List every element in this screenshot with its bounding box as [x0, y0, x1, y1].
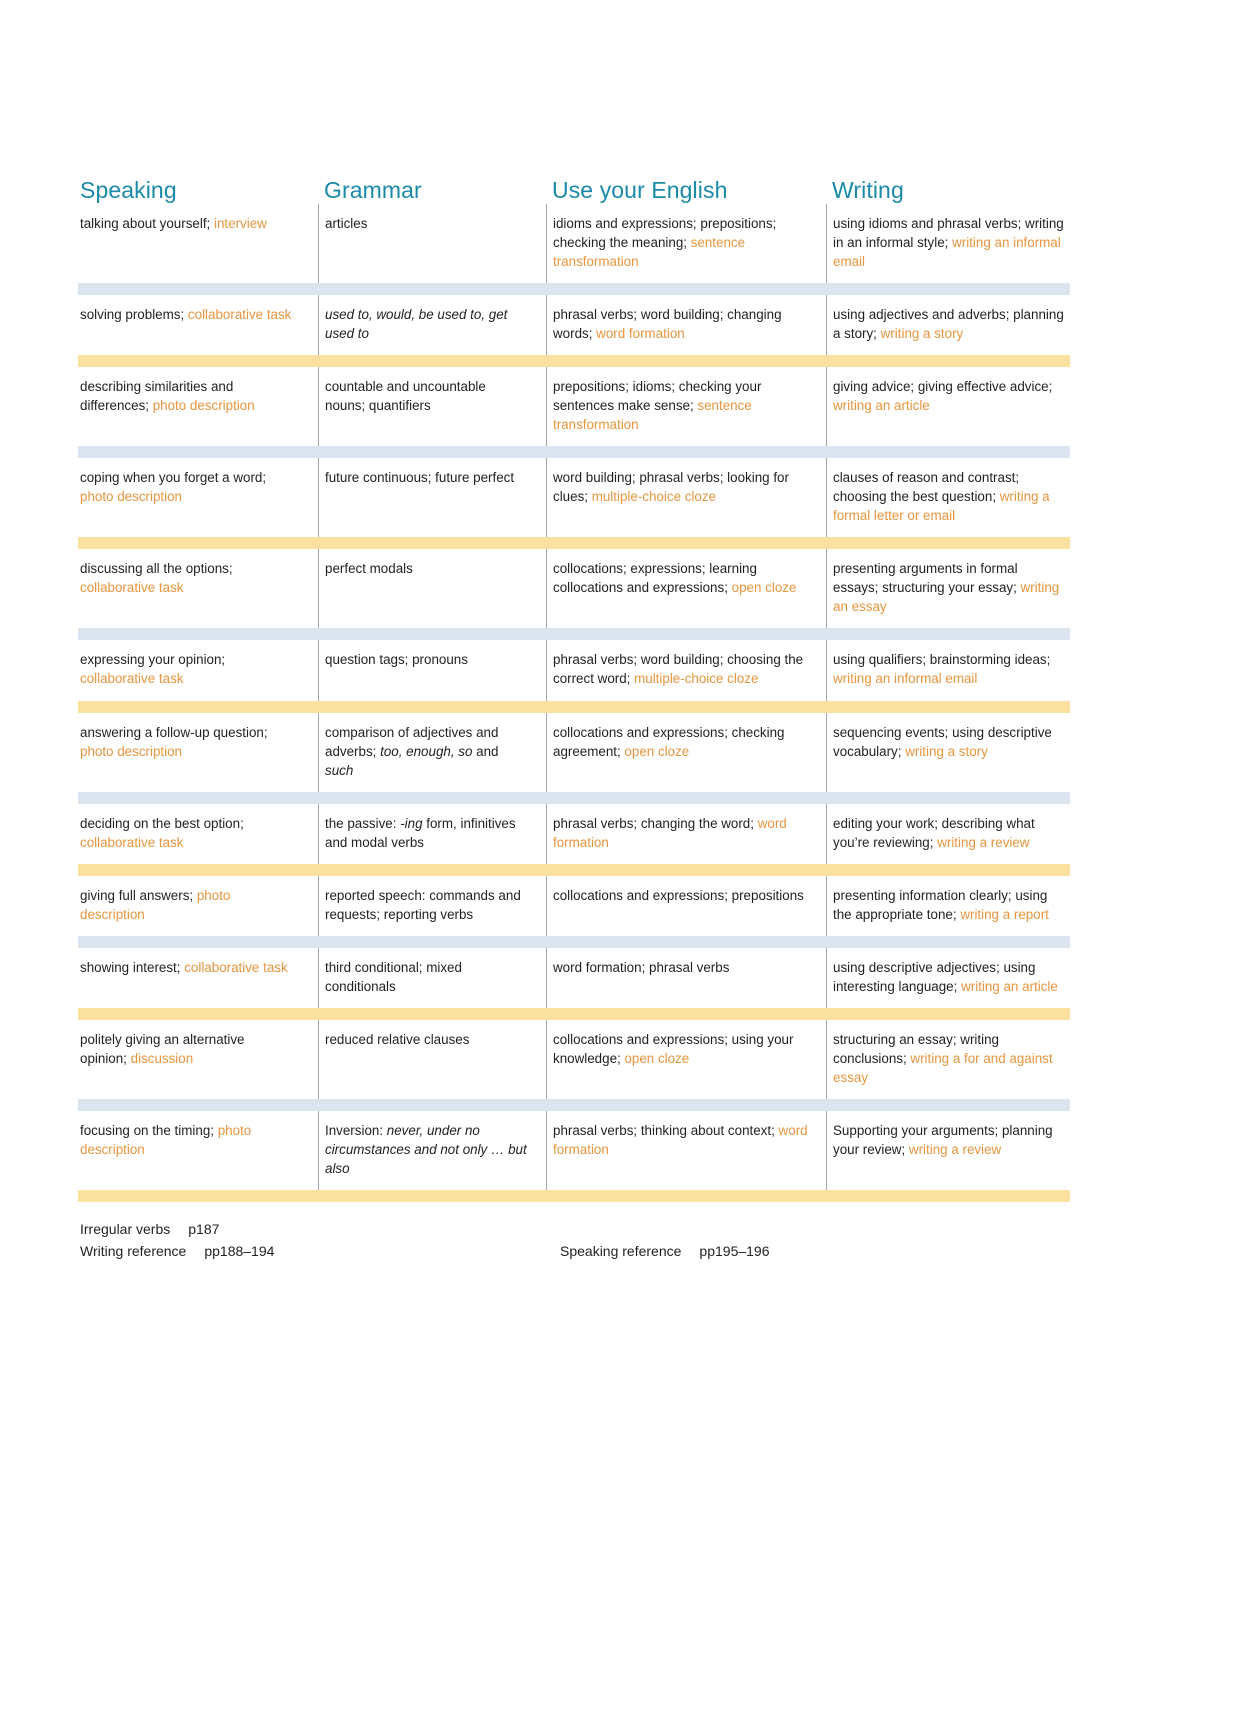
table-row	[78, 1020, 1070, 1099]
row-band-yellow	[78, 355, 1070, 367]
cell-writing: presenting arguments in formal essays; structuring your essay; writing an essay	[826, 549, 1070, 628]
cell-grammar: Inversion: never, under no circumstances and not only … but also	[318, 1111, 546, 1190]
cell-writing: presenting information clearly; using the appropriate tone; writing a report	[826, 876, 1070, 936]
table-row	[78, 458, 1070, 537]
cell-writing: giving advice; giving effective advice; writing an article	[826, 367, 1070, 446]
cell-grammar: articles	[318, 204, 546, 283]
footer-page: p187	[188, 1220, 220, 1237]
cell-grammar: used to, would, be used to, get used to	[318, 295, 546, 355]
cell-writing: sequencing events; using descriptive vocabulary; writing a story	[826, 713, 1070, 792]
cell-grammar: perfect modals	[318, 549, 546, 628]
table-row	[78, 367, 1070, 446]
cell-speaking: showing interest; collaborative task	[80, 959, 288, 975]
cell-speaking: solving problems; collaborative task	[80, 307, 292, 323]
cell-grammar: question tags; pronouns	[318, 640, 546, 700]
cell-writing: Supporting your arguments; planning your review; writing a review	[826, 1111, 1070, 1190]
cell-grammar: comparison of adjectives and adverbs; too, enough, so and such	[318, 713, 546, 792]
cell-speaking: giving full answers; photo description	[80, 887, 231, 922]
cell-writing: using idioms and phrasal verbs; writing in an informal style; writing an informal email	[826, 204, 1070, 283]
column-header-grammar: Grammar	[324, 177, 422, 203]
cell-use-your-english: idioms and expressions; prepositions; checking the meaning; sentence transformation	[546, 204, 826, 283]
cell-writing: using adjectives and adverbs; planning a story; writing a story	[826, 295, 1070, 355]
cell-writing: using qualifiers; brainstorming ideas; writing an informal email	[826, 640, 1070, 700]
cell-use-your-english: collocations and expressions; checking agreement; open cloze	[546, 713, 826, 792]
cell-speaking: politely giving an alternative opinion; discussion	[80, 1031, 245, 1066]
cell-use-your-english: phrasal verbs; word building; choosing the correct word; multiple-choice cloze	[546, 640, 826, 700]
footer-page: pp188–194	[204, 1243, 275, 1260]
table-row	[78, 295, 1070, 355]
footer-line-speaking-reference	[560, 1240, 770, 1262]
row-band-yellow	[78, 864, 1070, 876]
cell-use-your-english: prepositions; idioms; checking your sentences make sense; sentence transformation	[546, 367, 826, 446]
cell-grammar: reported speech: commands and requests; reporting verbs	[318, 876, 546, 936]
cell-writing: structuring an essay; writing conclusions; writing a for and against essay	[826, 1020, 1070, 1099]
cell-speaking: focusing on the timing; photo description	[80, 1122, 252, 1157]
column-header-use-your-english: Use your English	[552, 177, 728, 203]
cell-speaking: describing similarities and differences; photo description	[80, 379, 255, 414]
cell-speaking: deciding on the best option; collaborative task	[80, 815, 244, 850]
cell-use-your-english: word building; phrasal verbs; looking for clues; multiple-choice cloze	[546, 458, 826, 537]
column-header-writing: Writing	[832, 177, 904, 203]
table-row	[78, 204, 1070, 283]
cell-grammar: third conditional; mixed conditionals	[318, 948, 546, 1008]
cell-grammar: countable and uncountable nouns; quantifiers	[318, 367, 546, 446]
table-row	[78, 549, 1070, 628]
cell-speaking: discussing all the options; collaborative task	[80, 561, 233, 596]
table-row	[78, 804, 1070, 864]
cell-writing: using descriptive adjectives; using interesting language; writing an article	[826, 948, 1070, 1008]
table-row	[78, 713, 1070, 792]
table-row	[78, 640, 1070, 700]
column-header-speaking: Speaking	[80, 177, 177, 203]
page-footer	[78, 1218, 1070, 1263]
row-band-blue	[78, 1099, 1070, 1111]
footer-line-irregular-verbs	[80, 1218, 560, 1240]
syllabus-table	[78, 150, 1070, 1263]
cell-use-your-english: collocations and expressions; using your knowledge; open cloze	[546, 1020, 826, 1099]
closing-band	[78, 1190, 1070, 1202]
cell-writing: clauses of reason and contrast; choosing the best question; writing a formal letter or email	[826, 458, 1070, 537]
table-row	[78, 876, 1070, 936]
cell-writing: editing your work; describing what you’re reviewing; writing a review	[826, 804, 1070, 864]
row-band-blue	[78, 936, 1070, 948]
row-band-yellow	[78, 1008, 1070, 1020]
table-row	[78, 948, 1070, 1008]
footer-page: pp195–196	[699, 1242, 770, 1259]
row-band-blue	[78, 628, 1070, 640]
cell-use-your-english: collocations; expressions; learning collocations and expressions; open cloze	[546, 549, 826, 628]
row-band-yellow	[78, 701, 1070, 713]
footer-left	[78, 1218, 560, 1263]
cell-speaking: answering a follow-up question; photo description	[80, 724, 268, 759]
row-band-blue	[78, 446, 1070, 458]
cell-speaking: coping when you forget a word; photo description	[80, 470, 267, 505]
row-band-blue	[78, 792, 1070, 804]
cell-speaking: expressing your opinion; collaborative task	[80, 652, 226, 687]
footer-label: Writing reference	[80, 1243, 187, 1260]
cell-grammar: the passive: -ing form, infinitives and modal verbs	[318, 804, 546, 864]
footer-label: Irregular verbs	[80, 1220, 171, 1237]
table-body	[78, 204, 1070, 1202]
cell-use-your-english: phrasal verbs; thinking about context; word formation	[546, 1111, 826, 1190]
cell-grammar: future continuous; future perfect	[318, 458, 546, 537]
table-row	[78, 1111, 1070, 1190]
cell-use-your-english: collocations and expressions; prepositions	[546, 876, 826, 936]
footer-label: Speaking reference	[560, 1242, 682, 1259]
table-header-row	[78, 150, 1070, 204]
cell-use-your-english: word formation; phrasal verbs	[546, 948, 826, 1008]
footer-line-writing-reference	[80, 1240, 560, 1262]
cell-use-your-english: phrasal verbs; word building; changing words; word formation	[546, 295, 826, 355]
cell-use-your-english: phrasal verbs; changing the word; word formation	[546, 804, 826, 864]
cell-speaking: talking about yourself; interview	[80, 216, 267, 231]
footer-right	[560, 1218, 770, 1263]
row-band-yellow	[78, 537, 1070, 549]
cell-grammar: reduced relative clauses	[318, 1020, 546, 1099]
row-band-blue	[78, 283, 1070, 295]
